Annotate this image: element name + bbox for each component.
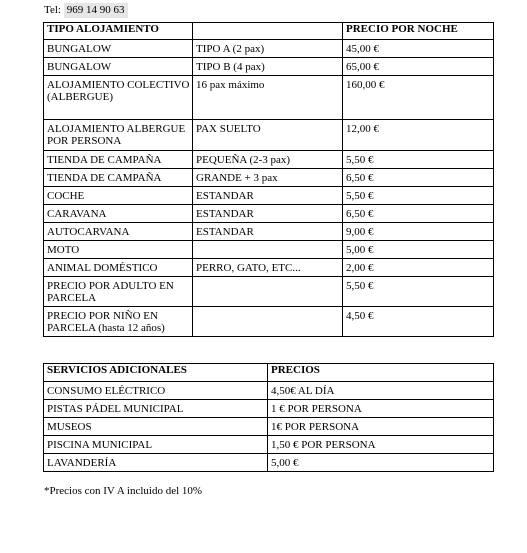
row-detail: GRANDE + 3 pax xyxy=(193,169,343,187)
table-row xyxy=(44,382,494,400)
row-price: 160,00 € xyxy=(343,76,494,120)
column-header-price: PRECIO POR NOCHE xyxy=(343,23,494,40)
row-price: 5,50 € xyxy=(343,187,494,205)
row-price: 5,50 € xyxy=(343,151,494,169)
service-price: 4,50€ AL DÍA xyxy=(268,382,494,400)
row-type: ALOJAMIENTO COLECTIVO (ALBERGUE) xyxy=(44,76,193,120)
row-type: ALOJAMIENTO ALBERGUE POR PERSONA xyxy=(44,120,193,151)
table-row xyxy=(44,187,494,205)
row-type: PRECIO POR ADULTO EN PARCELA xyxy=(44,277,193,307)
table-row xyxy=(44,454,494,472)
row-price: 12,00 € xyxy=(343,120,494,151)
service-name: PISCINA MUNICIPAL xyxy=(44,436,268,454)
row-price: 4,50 € xyxy=(343,307,494,337)
row-type: COCHE xyxy=(44,187,193,205)
service-name: LAVANDERÍA xyxy=(44,454,268,472)
table-row xyxy=(44,436,494,454)
row-price: 5,50 € xyxy=(343,277,494,307)
service-name: PISTAS PÁDEL MUNICIPAL xyxy=(44,400,268,418)
row-price: 6,50 € xyxy=(343,205,494,223)
row-detail: TIPO A (2 pax) xyxy=(193,40,343,58)
row-price: 6,50 € xyxy=(343,169,494,187)
row-type: CARAVANA xyxy=(44,205,193,223)
row-detail xyxy=(193,277,343,307)
service-price: 1 € POR PERSONA xyxy=(268,400,494,418)
row-detail: PERRO, GATO, ETC... xyxy=(193,259,343,277)
row-detail: ESTANDAR xyxy=(193,223,343,241)
table-row xyxy=(44,205,494,223)
row-detail: PEQUEÑA (2-3 pax) xyxy=(193,151,343,169)
row-type: MOTO xyxy=(44,241,193,259)
table-row xyxy=(44,277,494,307)
table-row xyxy=(44,151,494,169)
row-detail: ESTANDAR xyxy=(193,187,343,205)
row-type: AUTOCARVANA xyxy=(44,223,193,241)
accommodation-price-table xyxy=(43,22,494,337)
row-type: TIENDA DE CAMPAÑA xyxy=(44,151,193,169)
table-row xyxy=(44,40,494,58)
table-row xyxy=(44,307,494,337)
table-row xyxy=(44,241,494,259)
row-type: BUNGALOW xyxy=(44,40,193,58)
service-name: MUSEOS xyxy=(44,418,268,436)
row-price: 65,00 € xyxy=(343,58,494,76)
table-row xyxy=(44,58,494,76)
vat-footnote: *Precios con IV A incluido del 10% xyxy=(44,485,203,497)
phone-label: Tel: xyxy=(44,4,61,16)
row-type: PRECIO POR NIÑO EN PARCELA (hasta 12 años) xyxy=(44,307,193,337)
service-name: CONSUMO ELÉCTRICO xyxy=(44,382,268,400)
column-header-type: TIPO ALOJAMIENTO xyxy=(44,23,193,40)
service-price: 1,50 € POR PERSONA xyxy=(268,436,494,454)
column-header-service: SERVICIOS ADICIONALES xyxy=(44,364,268,382)
table-row xyxy=(44,223,494,241)
row-price: 9,00 € xyxy=(343,223,494,241)
table-header-row xyxy=(44,23,494,40)
column-header-price: PRECIOS xyxy=(268,364,494,382)
table-row xyxy=(44,418,494,436)
row-detail xyxy=(193,307,343,337)
additional-services-table xyxy=(43,363,494,472)
row-type: TIENDA DE CAMPAÑA xyxy=(44,169,193,187)
table-header-row xyxy=(44,364,494,382)
row-type: BUNGALOW xyxy=(44,58,193,76)
table-row xyxy=(44,259,494,277)
row-detail: PAX SUELTO xyxy=(193,120,343,151)
phone-number: 969 14 90 63 xyxy=(64,3,129,18)
service-price: 5,00 € xyxy=(268,454,494,472)
phone-line xyxy=(44,2,128,18)
table-row xyxy=(44,169,494,187)
table-row xyxy=(44,400,494,418)
table-row xyxy=(44,120,494,151)
row-price: 2,00 € xyxy=(343,259,494,277)
column-header-detail xyxy=(193,23,343,40)
row-price: 5,00 € xyxy=(343,241,494,259)
row-detail: ESTANDAR xyxy=(193,205,343,223)
row-price: 45,00 € xyxy=(343,40,494,58)
row-detail xyxy=(193,241,343,259)
service-price: 1€ POR PERSONA xyxy=(268,418,494,436)
row-detail: 16 pax máximo xyxy=(193,76,343,120)
row-detail: TIPO B (4 pax) xyxy=(193,58,343,76)
table-row xyxy=(44,76,494,120)
row-type: ANIMAL DOMÉSTICO xyxy=(44,259,193,277)
